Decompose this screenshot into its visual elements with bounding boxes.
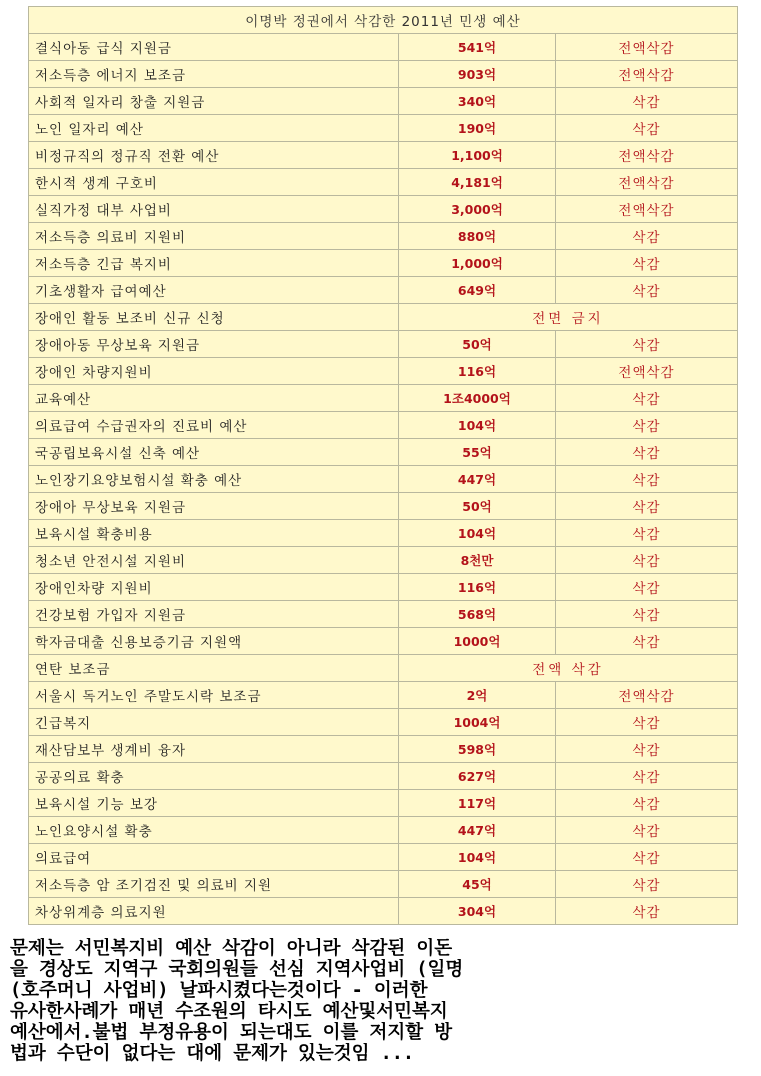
table-row	[29, 277, 738, 304]
commentary-line: (호주머니 사업비) 날파시켰다는것이다 - 이러한	[10, 980, 428, 1001]
table-row	[29, 763, 738, 790]
cut-status: 삭감	[556, 601, 738, 628]
cut-amount: 116억	[399, 574, 556, 601]
cut-amount: 55억	[399, 439, 556, 466]
table-row	[29, 871, 738, 898]
table-row	[29, 304, 738, 331]
cut-amount: 2억	[399, 682, 556, 709]
cut-amount: 1004억	[399, 709, 556, 736]
cut-amount: 447억	[399, 466, 556, 493]
commentary-line: 예산에서.불법 부정유용이 되는대도 이를 저지할 방	[10, 1022, 453, 1043]
cut-amount: 117억	[399, 790, 556, 817]
cut-amount: 104억	[399, 520, 556, 547]
table-row	[29, 790, 738, 817]
cut-status: 삭감	[556, 628, 738, 655]
table-row	[29, 34, 738, 61]
cut-status: 삭감	[556, 88, 738, 115]
cut-status: 삭감	[556, 331, 738, 358]
cut-amount: 903억	[399, 61, 556, 88]
budget-item: 저소득층 에너지 보조금	[29, 61, 399, 88]
cut-status: 전액삭감	[556, 358, 738, 385]
cut-status: 삭감	[556, 736, 738, 763]
cut-amount: 1조4000억	[399, 385, 556, 412]
table-row	[29, 61, 738, 88]
cut-status: 삭감	[556, 817, 738, 844]
budget-item: 저소득층 긴급 복지비	[29, 250, 399, 277]
table-title-row	[29, 7, 738, 34]
cut-amount: 3,000억	[399, 196, 556, 223]
cut-amount: 45억	[399, 871, 556, 898]
table-row	[29, 898, 738, 925]
table-row	[29, 574, 738, 601]
budget-item: 공공의료 확충	[29, 763, 399, 790]
table-row	[29, 142, 738, 169]
cut-status: 전액삭감	[556, 169, 738, 196]
budget-item: 국공립보육시설 신축 예산	[29, 439, 399, 466]
table-row	[29, 223, 738, 250]
cut-status: 삭감	[556, 763, 738, 790]
budget-item: 비정규직의 정규직 전환 예산	[29, 142, 399, 169]
cut-status: 전액삭감	[556, 61, 738, 88]
budget-item: 연탄 보조금	[29, 655, 399, 682]
table-title: 이명박 정권에서 삭감한 2011년 민생 예산	[29, 7, 738, 34]
budget-item: 장애아동 무상보육 지원금	[29, 331, 399, 358]
table-row	[29, 844, 738, 871]
cut-status: 삭감	[556, 115, 738, 142]
cut-status-merged: 전액 삭감	[399, 655, 738, 682]
cut-status: 전액삭감	[556, 34, 738, 61]
cut-amount: 627억	[399, 763, 556, 790]
budget-item: 청소년 안전시설 지원비	[29, 547, 399, 574]
cut-amount: 104억	[399, 844, 556, 871]
cut-amount: 649억	[399, 277, 556, 304]
budget-item: 장애인차량 지원비	[29, 574, 399, 601]
budget-item: 사회적 일자리 창출 지원금	[29, 88, 399, 115]
cut-status: 삭감	[556, 466, 738, 493]
table-row	[29, 601, 738, 628]
budget-item: 의료급여 수급권자의 진료비 예산	[29, 412, 399, 439]
cut-status: 삭감	[556, 412, 738, 439]
cut-status: 삭감	[556, 709, 738, 736]
table-row	[29, 493, 738, 520]
table-row	[29, 115, 738, 142]
cut-amount: 568억	[399, 601, 556, 628]
table-row	[29, 547, 738, 574]
table-row	[29, 358, 738, 385]
cut-status: 전액삭감	[556, 196, 738, 223]
cut-amount: 50억	[399, 331, 556, 358]
budget-item: 저소득층 암 조기검진 및 의료비 지원	[29, 871, 399, 898]
table-row	[29, 655, 738, 682]
budget-item: 장애아 무상보육 지원금	[29, 493, 399, 520]
budget-item: 기초생활자 급여예산	[29, 277, 399, 304]
cut-status: 삭감	[556, 790, 738, 817]
budget-item: 보육시설 기능 보강	[29, 790, 399, 817]
budget-item: 장애인 활동 보조비 신규 신청	[29, 304, 399, 331]
budget-item: 긴급복지	[29, 709, 399, 736]
cut-status-merged: 전면 금지	[399, 304, 738, 331]
budget-item: 결식아동 급식 지원금	[29, 34, 399, 61]
cut-amount: 340억	[399, 88, 556, 115]
cut-amount: 1,100억	[399, 142, 556, 169]
commentary-line: 법과 수단이 없다는 대에 문제가 있는것임 ...	[10, 1043, 415, 1064]
cut-amount: 541억	[399, 34, 556, 61]
cut-status: 삭감	[556, 574, 738, 601]
cut-amount: 4,181억	[399, 169, 556, 196]
budget-item: 보육시설 확충비용	[29, 520, 399, 547]
commentary-line: 문제는 서민복지비 예산 삭감이 아니라 삭감된 이돈	[10, 938, 453, 959]
cut-amount: 447억	[399, 817, 556, 844]
budget-item: 서울시 독거노인 주말도시락 보조금	[29, 682, 399, 709]
table-row	[29, 682, 738, 709]
cut-amount: 1,000억	[399, 250, 556, 277]
cut-status: 삭감	[556, 223, 738, 250]
budget-item: 저소득층 의료비 지원비	[29, 223, 399, 250]
cut-status: 삭감	[556, 439, 738, 466]
table-row	[29, 736, 738, 763]
cut-status: 삭감	[556, 493, 738, 520]
cut-status: 삭감	[556, 277, 738, 304]
cut-amount: 304억	[399, 898, 556, 925]
commentary-text	[10, 938, 758, 1064]
table-row	[29, 412, 738, 439]
cut-status: 삭감	[556, 844, 738, 871]
table-row	[29, 817, 738, 844]
budget-item: 한시적 생계 구호비	[29, 169, 399, 196]
commentary-line: 유사한사례가 매년 수조원의 타시도 예산및서민복지	[10, 1001, 448, 1022]
table-row	[29, 709, 738, 736]
budget-item: 교육예산	[29, 385, 399, 412]
cut-status: 삭감	[556, 250, 738, 277]
cut-amount: 880억	[399, 223, 556, 250]
cut-status: 삭감	[556, 871, 738, 898]
commentary-line: 을 경상도 지역구 국회의원들 선심 지역사업비 (일명	[10, 959, 464, 980]
budget-item: 차상위계층 의료지원	[29, 898, 399, 925]
cut-amount: 8천만	[399, 547, 556, 574]
table-row	[29, 196, 738, 223]
table-row	[29, 331, 738, 358]
cut-status: 삭감	[556, 520, 738, 547]
budget-item: 장애인 차량지원비	[29, 358, 399, 385]
cut-status: 삭감	[556, 898, 738, 925]
budget-cut-table	[28, 6, 738, 925]
budget-item: 노인요양시설 확충	[29, 817, 399, 844]
cut-amount: 50억	[399, 493, 556, 520]
budget-item: 재산담보부 생계비 융자	[29, 736, 399, 763]
cut-amount: 598억	[399, 736, 556, 763]
table-row	[29, 520, 738, 547]
cut-status: 삭감	[556, 385, 738, 412]
cut-amount: 104억	[399, 412, 556, 439]
table-row	[29, 385, 738, 412]
table-row	[29, 250, 738, 277]
budget-item: 노인 일자리 예산	[29, 115, 399, 142]
budget-item: 학자금대출 신용보증기금 지원액	[29, 628, 399, 655]
table-row	[29, 628, 738, 655]
budget-item: 의료급여	[29, 844, 399, 871]
budget-item: 노인장기요양보험시설 확충 예산	[29, 466, 399, 493]
cut-status: 전액삭감	[556, 142, 738, 169]
cut-amount: 116억	[399, 358, 556, 385]
table-row	[29, 439, 738, 466]
table-row	[29, 466, 738, 493]
budget-item: 실직가정 대부 사업비	[29, 196, 399, 223]
budget-item: 건강보험 가입자 지원금	[29, 601, 399, 628]
cut-amount: 190억	[399, 115, 556, 142]
cut-status: 삭감	[556, 547, 738, 574]
cut-status: 전액삭감	[556, 682, 738, 709]
table-row	[29, 169, 738, 196]
table-row	[29, 88, 738, 115]
cut-amount: 1000억	[399, 628, 556, 655]
